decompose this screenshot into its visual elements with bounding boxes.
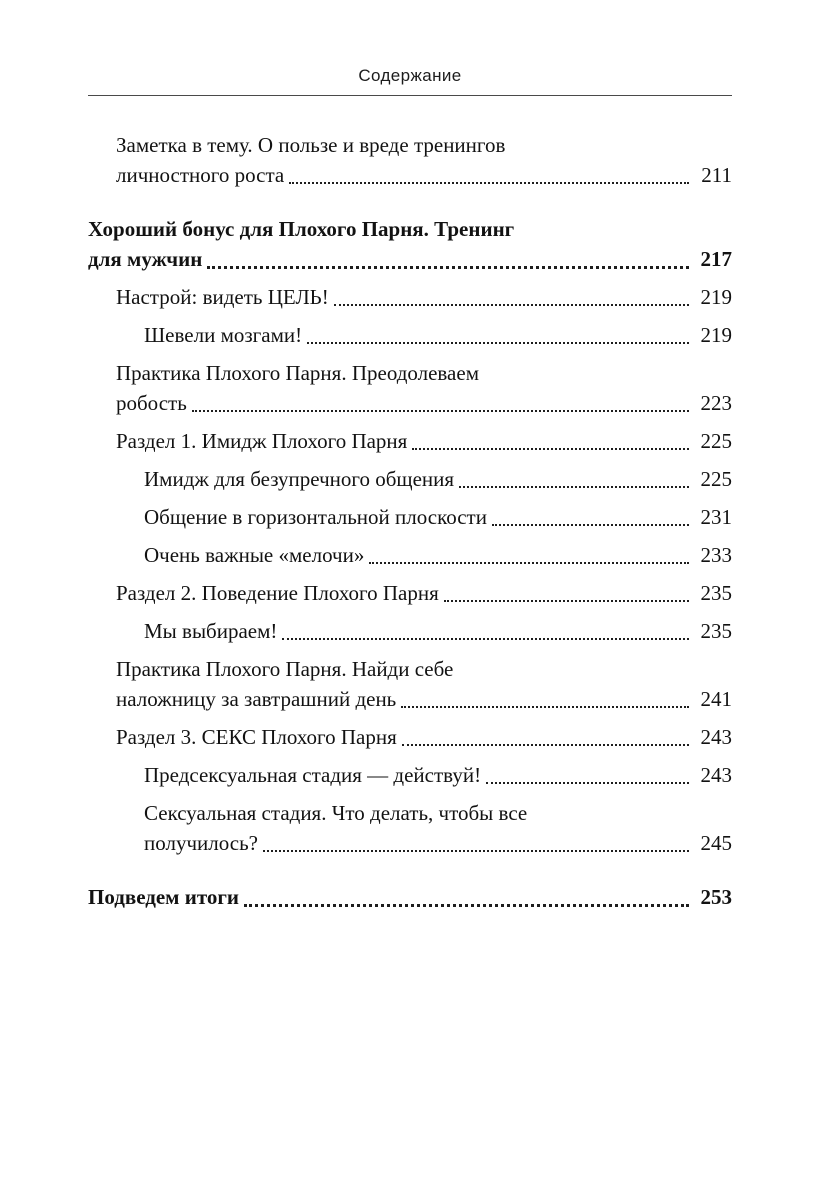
toc-entry-lastline: [144, 464, 732, 494]
page-number: 233: [700, 543, 732, 567]
dot-leader: [263, 850, 689, 852]
toc-entry-title: для мужчин: [88, 247, 203, 271]
toc-entry-lastline: [116, 388, 732, 418]
toc-entry-lastline: [88, 244, 732, 274]
toc-entry: [88, 540, 732, 570]
toc-entry-title: Настрой: видеть ЦЕЛЬ!: [116, 285, 329, 309]
dot-leader: [282, 638, 689, 640]
toc-entry-lastline: [144, 828, 732, 858]
toc-title: Содержание: [358, 66, 462, 85]
toc-entry-lastline: [144, 760, 732, 790]
page-number: 235: [700, 619, 732, 643]
dot-leader: [444, 600, 689, 602]
page-number: 245: [700, 831, 732, 855]
page-number: 243: [700, 763, 732, 787]
page-number: 223: [700, 391, 732, 415]
toc-entry-lastline: [116, 160, 732, 190]
toc-entry-title: Раздел 3. СЕКС Плохого Парня: [116, 725, 397, 749]
toc-entry: [88, 616, 732, 646]
toc-entry-title: Общение в горизонтальной плоскости: [144, 505, 487, 529]
toc-entry: [88, 654, 732, 714]
toc-entry-title: Предсексуальная стадия — действуй!: [144, 763, 482, 787]
dot-leader: [207, 266, 689, 269]
dot-leader: [334, 304, 689, 306]
toc-entry-line: Практика Плохого Парня. Преодолеваем: [116, 361, 479, 385]
toc-entry: [88, 214, 732, 274]
toc-entry-lastline: [144, 502, 732, 532]
toc-entry-title: Шевели мозгами!: [144, 323, 303, 347]
toc-entry: [88, 502, 732, 532]
toc-entry-title: получилось?: [144, 831, 258, 855]
page-number: 231: [700, 505, 732, 529]
toc-list: [88, 130, 732, 912]
toc-entry-title: робость: [116, 391, 187, 415]
toc-entry: [88, 722, 732, 752]
dot-leader: [459, 486, 689, 488]
toc-entry-lastline: [144, 616, 732, 646]
toc-entry: [88, 760, 732, 790]
toc-entry-lastline: [116, 684, 732, 714]
toc-entry: [88, 426, 732, 456]
dot-leader: [486, 782, 689, 784]
toc-entry-lastline: [116, 426, 732, 456]
toc-entry: [88, 320, 732, 350]
toc-entry-line: Практика Плохого Парня. Найди себе: [116, 657, 454, 681]
toc-entry-title: личностного роста: [116, 163, 285, 187]
toc-entry: [88, 882, 732, 912]
page-number: 243: [700, 725, 732, 749]
toc-entry-title: Очень важные «мелочи»: [144, 543, 365, 567]
page-number: 217: [700, 247, 732, 271]
page-number: 253: [700, 885, 732, 909]
toc-entry-title: Раздел 2. Поведение Плохого Парня: [116, 581, 439, 605]
page-number: 219: [700, 323, 732, 347]
toc-entry-lastline: [116, 282, 732, 312]
dot-leader: [492, 524, 689, 526]
page-number: 235: [700, 581, 732, 605]
toc-entry: [88, 464, 732, 494]
toc-entry-lastline: [144, 540, 732, 570]
toc-entry-lastline: [144, 320, 732, 350]
page-number: 211: [701, 163, 732, 187]
toc-entry-line: Хороший бонус для Плохого Парня. Тренинг: [88, 217, 515, 241]
toc-entry: [88, 798, 732, 858]
toc-entry-lastline: [88, 882, 732, 912]
toc-entry-lastline: [116, 578, 732, 608]
dot-leader: [244, 904, 689, 907]
toc-entry-title: наложницу за завтрашний день: [116, 687, 397, 711]
toc-entry: [88, 282, 732, 312]
toc-entry: [88, 358, 732, 418]
page-number: 219: [700, 285, 732, 309]
toc-entry: [88, 578, 732, 608]
page-header: [88, 66, 732, 96]
dot-leader: [412, 448, 689, 450]
dot-leader: [307, 342, 689, 344]
dot-leader: [402, 744, 689, 746]
toc-entry-title: Имидж для безупречного общения: [144, 467, 455, 491]
page-number: 225: [700, 429, 732, 453]
toc-entry-title: Раздел 1. Имидж Плохого Парня: [116, 429, 408, 453]
toc-entry-line: Сексуальная стадия. Что делать, чтобы все: [144, 801, 528, 825]
dot-leader: [401, 706, 689, 708]
dot-leader: [192, 410, 689, 412]
toc-entry-line: Заметка в тему. О пользе и вреде тренингов: [116, 133, 506, 157]
toc-entry-lastline: [116, 722, 732, 752]
toc-entry-title: Мы выбираем!: [144, 619, 278, 643]
page-number: 225: [700, 467, 732, 491]
dot-leader: [369, 562, 689, 564]
dot-leader: [289, 182, 689, 184]
page-number: 241: [700, 687, 732, 711]
header-rule: [88, 95, 732, 96]
toc-entry: [88, 130, 732, 190]
toc-entry-title: Подведем итоги: [88, 885, 240, 909]
